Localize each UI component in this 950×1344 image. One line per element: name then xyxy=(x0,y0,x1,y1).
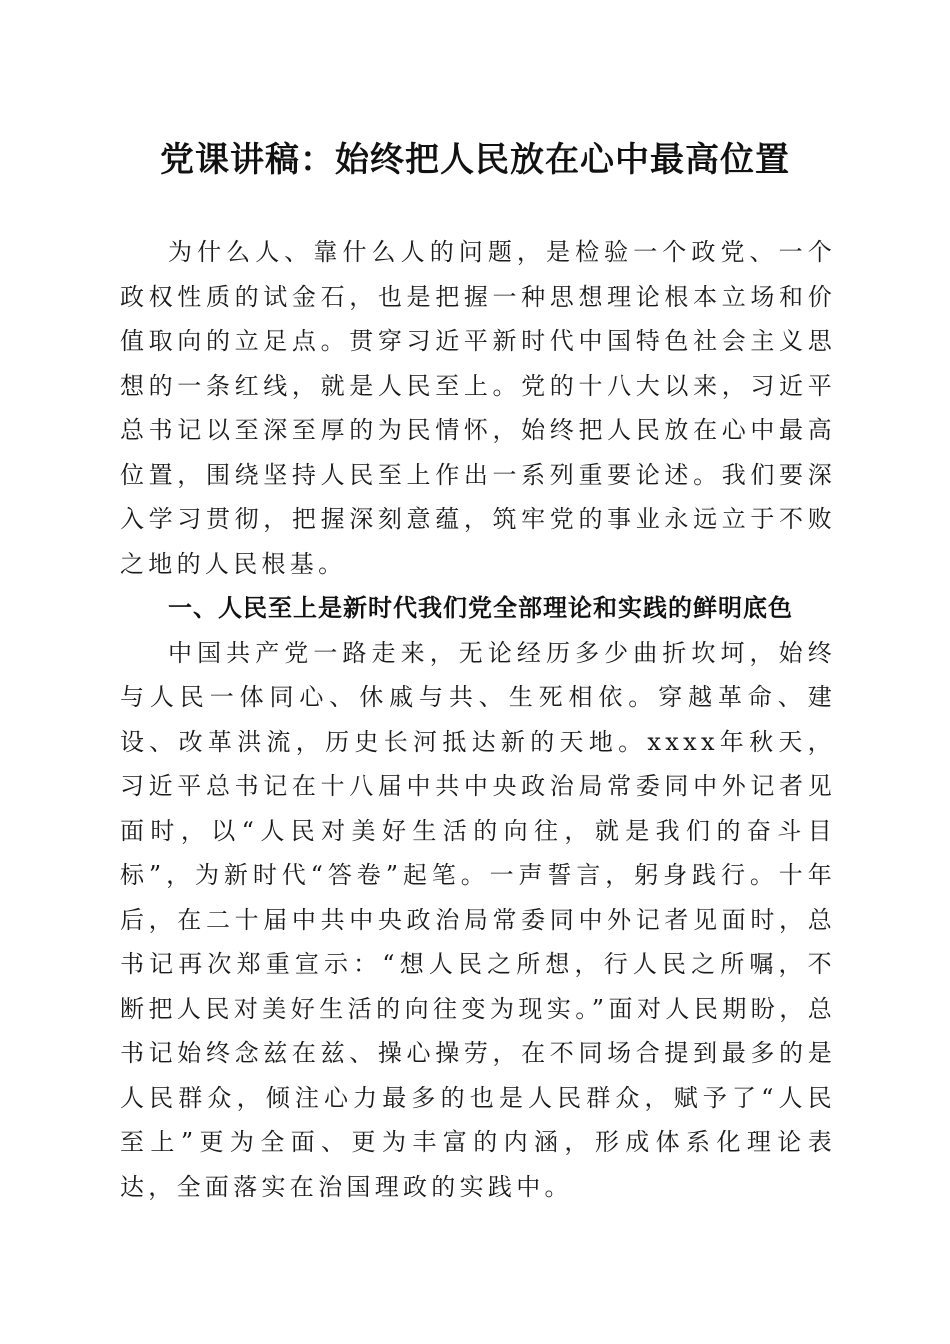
document-title: 党课讲稿：始终把人民放在心中最高位置 xyxy=(160,140,790,180)
section-1-heading: 一、人民至上是新时代我们党全部理论和实践的鲜明底色 xyxy=(168,594,793,622)
intro-paragraph: 为什么人、靠什么人的问题，是检验一个政党、一个政权性质的试金石，也是把握一种思想理论根本立场和价值取向的立足点。贯穿习近平新时代中国特色社会主义思想的一条红线，就是人民至上。党的十八大以来，习近平总书记以至深至厚的为民情怀，始终把人民放在心中最高位置，围绕坚持人民至上作出一系列重要论述。我们要深入学习贯彻，把握深刻意蕴，筑牢党的事业永远立于不败之地的人民根基。 xyxy=(120,238,836,578)
document-body xyxy=(120,230,836,1209)
section-1-paragraph: 中国共产党一路走来，无论经历多少曲折坎坷，始终与人民一体同心、休戚与共、生死相依。穿越革命、建设、改革洪流，历史长河抵达新的天地。xxxx年秋天，习近平总书记在十八届中共中央政治局常委同中外记者见面时，以“人民对美好生活的向往，就是我们的奋斗目标”，为新时代“答卷”起笔。一声誓言，躬身践行。十年后，在二十届中共中央政治局常委同中外记者见面时，总书记再次郑重宣示：“想人民之所想，行人民之所嘱，不断把人民对美好生活的向往变为现实。”面对人民期盼，总书记始终念兹在兹、操心操劳，在不同场合提到最多的是人民群众，倾注心力最多的也是人民群众，赋予了“人民至上”更为全面、更为丰富的内涵，形成体系化理论表达，全面落实在治国理政的实践中。 xyxy=(120,638,836,1201)
